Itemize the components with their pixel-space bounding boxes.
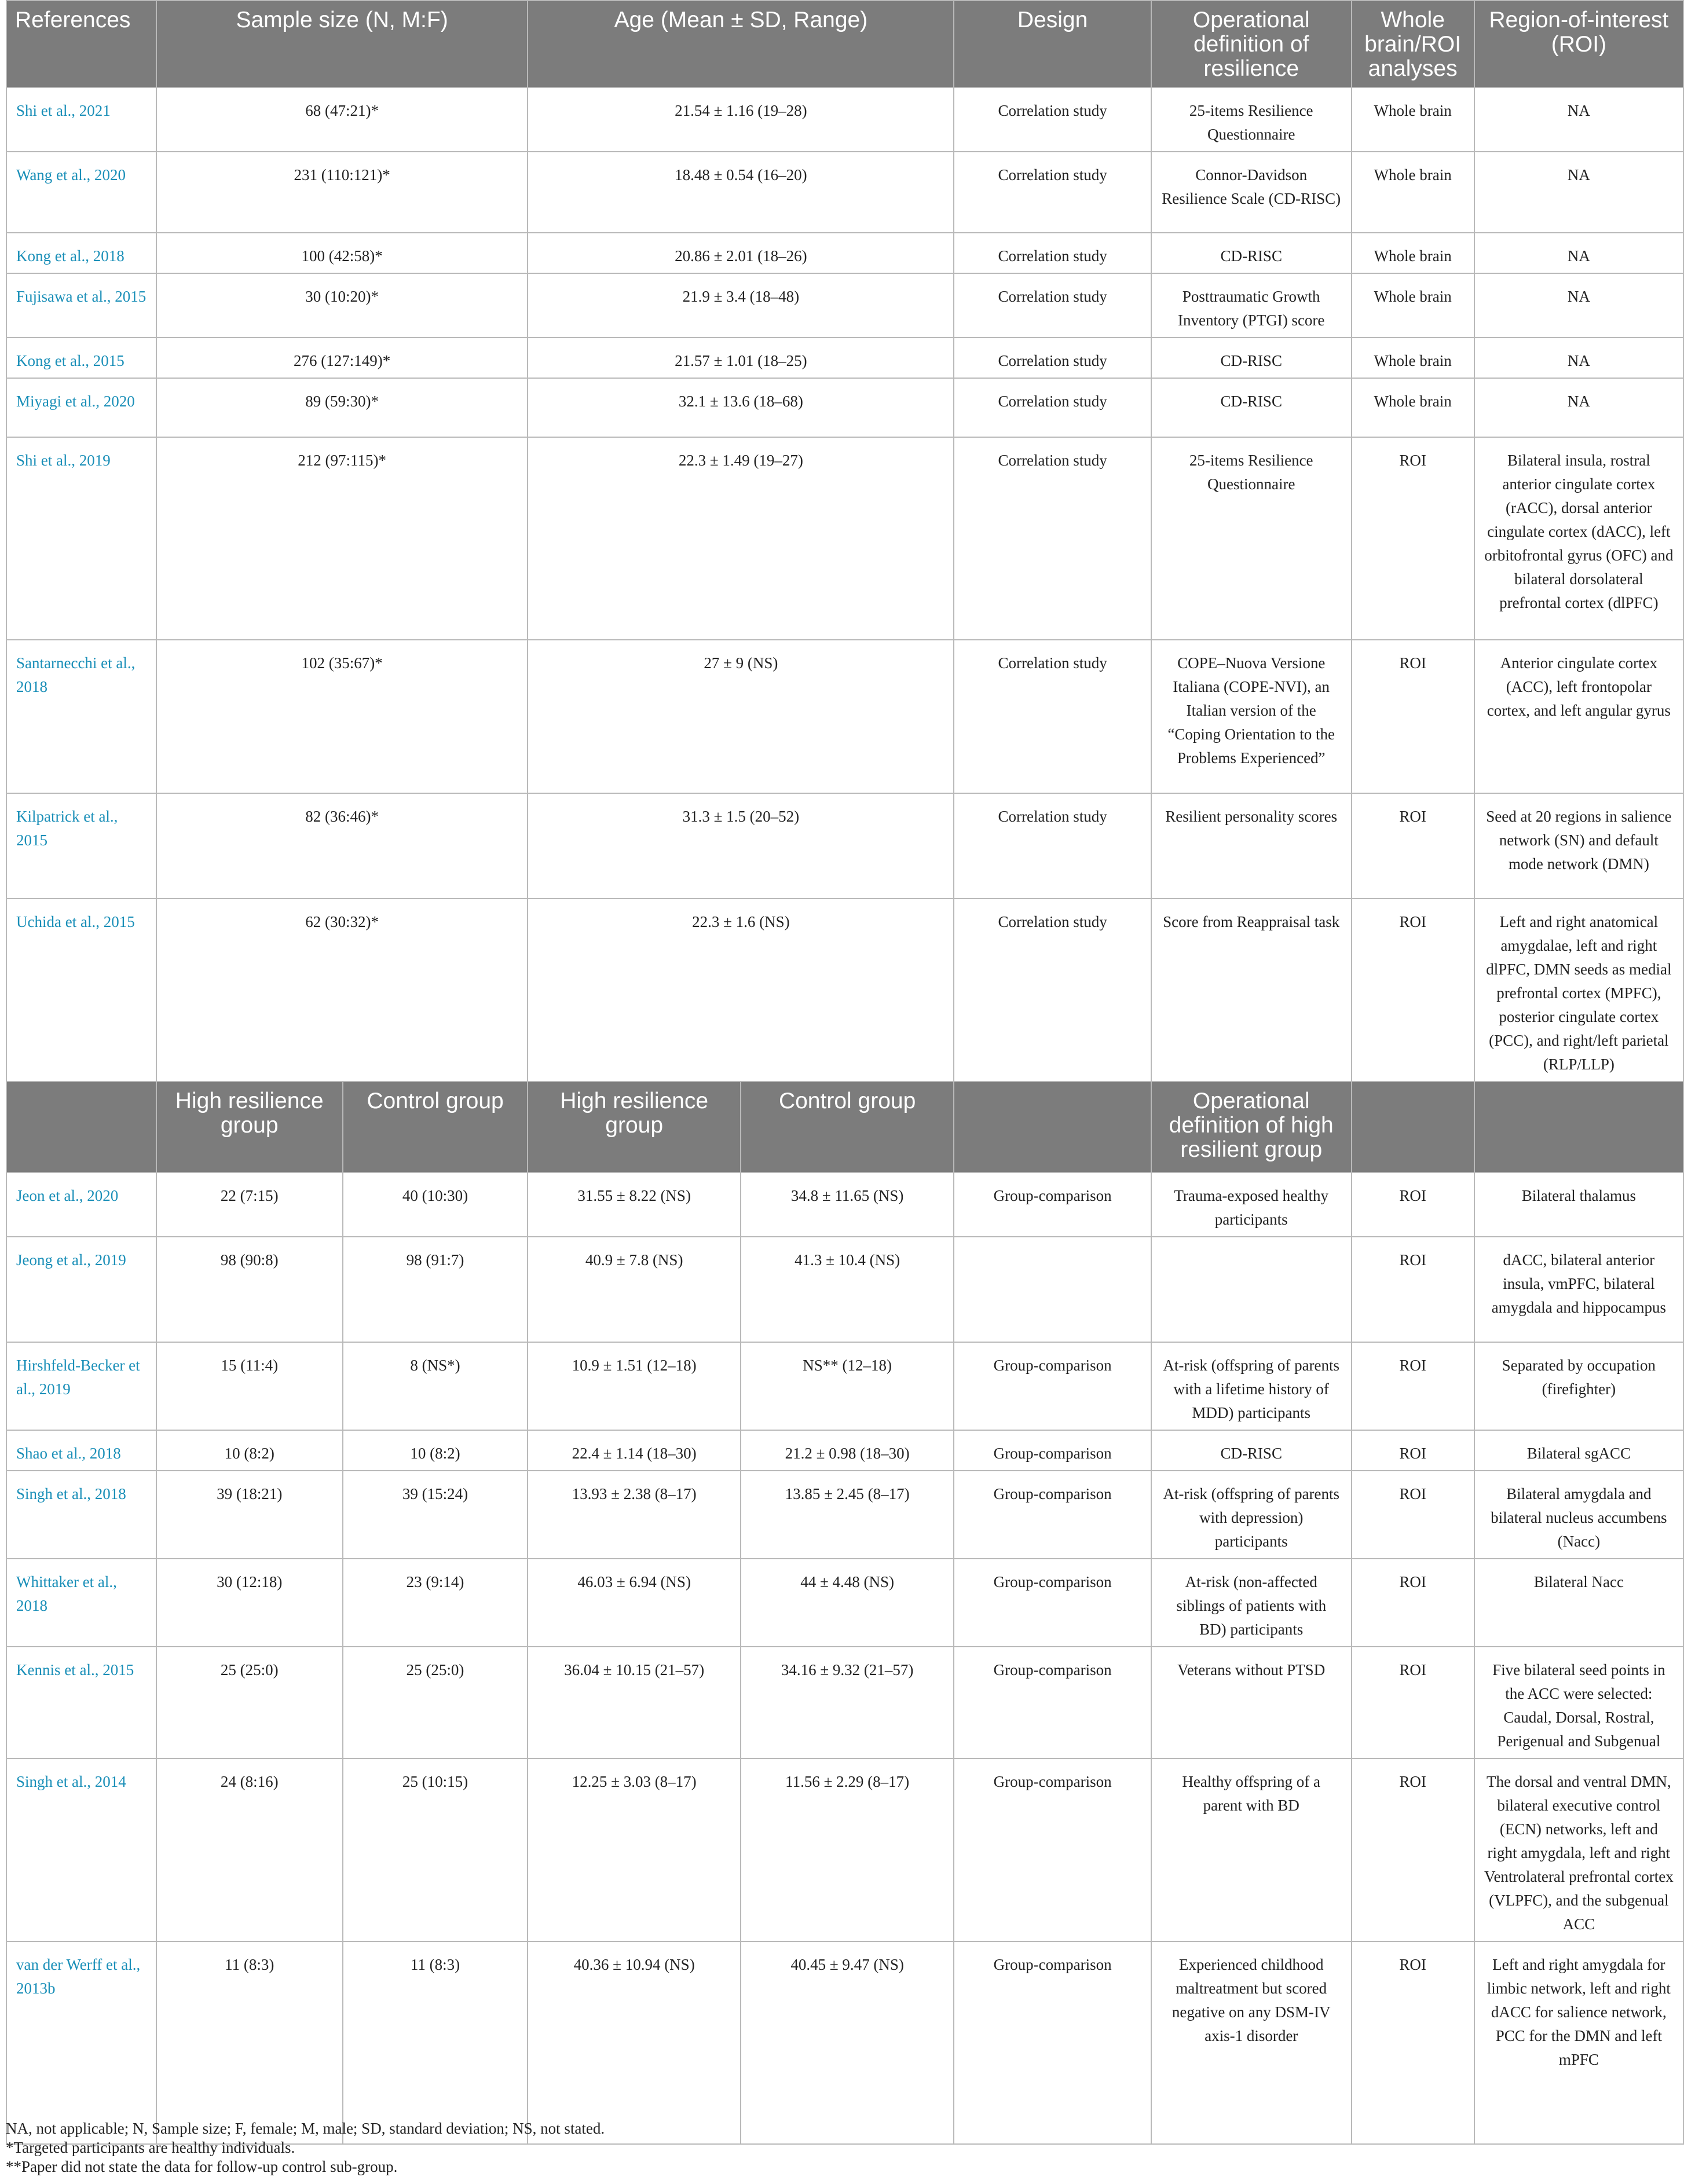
design-cell: Group-comparison <box>954 1758 1151 1941</box>
age-control-cell: 11.56 ± 2.29 (8–17) <box>741 1758 954 1941</box>
reference-link[interactable]: Singh et al., 2014 <box>6 1758 156 1941</box>
sample-size-high-resilience-cell: 98 (90:8) <box>156 1237 343 1342</box>
subheader-roi <box>1474 1082 1683 1172</box>
sample-size-high-resilience-cell: 22 (7:15) <box>156 1172 343 1237</box>
sample-size-high-resilience-cell: 25 (25:0) <box>156 1647 343 1758</box>
sample-size-cell: 89 (59:30)* <box>156 378 528 437</box>
design-cell: Group-comparison <box>954 1430 1151 1471</box>
design-cell: Correlation study <box>954 87 1151 152</box>
roi-cell: NA <box>1474 152 1683 233</box>
subheader-age-control: Control group <box>741 1082 954 1172</box>
header-operational-definition: Operational definition of resilience <box>1151 1 1352 87</box>
sample-size-control-cell: 98 (91:7) <box>343 1237 528 1342</box>
age-high-resilience-cell: 40.36 ± 10.94 (NS) <box>528 1941 740 2144</box>
roi-cell: Bilateral amygdala and bilateral nucleus accumbens (Nacc) <box>1474 1471 1683 1559</box>
table-row <box>6 1758 1683 1941</box>
analysis-type-cell: ROI <box>1352 1758 1474 1941</box>
sample-size-control-cell: 10 (8:2) <box>343 1430 528 1471</box>
age-high-resilience-cell: 46.03 ± 6.94 (NS) <box>528 1559 740 1647</box>
age-high-resilience-cell: 13.93 ± 2.38 (8–17) <box>528 1471 740 1559</box>
definition-cell: At-risk (non-affected siblings of patients with BD) participants <box>1151 1559 1352 1647</box>
reference-link[interactable]: Uchida et al., 2015 <box>6 899 156 1082</box>
definition-cell: CD-RISC <box>1151 378 1352 437</box>
design-cell: Group-comparison <box>954 1559 1151 1647</box>
reference-link[interactable]: Shi et al., 2021 <box>6 87 156 152</box>
roi-cell: NA <box>1474 87 1683 152</box>
definition-cell: CD-RISC <box>1151 1430 1352 1471</box>
design-cell: Group-comparison <box>954 1471 1151 1559</box>
roi-cell: Bilateral Nacc <box>1474 1559 1683 1647</box>
analysis-type-cell: ROI <box>1352 1941 1474 2144</box>
design-cell: Correlation study <box>954 899 1151 1082</box>
sample-size-cell: 30 (10:20)* <box>156 273 528 338</box>
reference-link[interactable]: Santarnecchi et al., 2018 <box>6 640 156 793</box>
subheader-empty <box>6 1082 156 1172</box>
age-control-cell: 34.8 ± 11.65 (NS) <box>741 1172 954 1237</box>
definition-cell: Trauma-exposed healthy participants <box>1151 1172 1352 1237</box>
age-control-cell: 44 ± 4.48 (NS) <box>741 1559 954 1647</box>
reference-link[interactable]: Shi et al., 2019 <box>6 437 156 640</box>
header-references: References <box>6 1 156 87</box>
roi-cell: Left and right amygdala for limbic network, left and right dACC for salience network, PCC for the DMN and left mPFC <box>1474 1941 1683 2144</box>
age-cell: 18.48 ± 0.54 (16–20) <box>528 152 954 233</box>
sample-size-high-resilience-cell: 15 (11:4) <box>156 1342 343 1430</box>
age-cell: 20.86 ± 2.01 (18–26) <box>528 233 954 273</box>
header-roi: Region-of-interest (ROI) <box>1474 1 1683 87</box>
design-cell: Correlation study <box>954 640 1151 793</box>
roi-cell: Left and right anatomical amygdalae, left and right dlPFC, DMN seeds as medial prefrontal cortex (MPFC), posterior cingulate cortex (PCC), and right/left parietal (RLP/LLP) <box>1474 899 1683 1082</box>
table-row <box>6 1172 1683 1237</box>
reference-link[interactable]: Kilpatrick et al., 2015 <box>6 793 156 899</box>
design-cell: Group-comparison <box>954 1941 1151 2144</box>
table-row <box>6 378 1683 437</box>
definition-cell: Score from Reappraisal task <box>1151 899 1352 1082</box>
table-row <box>6 1237 1683 1342</box>
analysis-type-cell: Whole brain <box>1352 273 1474 338</box>
table-row <box>6 899 1683 1082</box>
analysis-type-cell: Whole brain <box>1352 233 1474 273</box>
definition-cell: 25-items Resilience Questionnaire <box>1151 87 1352 152</box>
sample-size-high-resilience-cell: 10 (8:2) <box>156 1430 343 1471</box>
analysis-type-cell: ROI <box>1352 1559 1474 1647</box>
roi-cell: NA <box>1474 378 1683 437</box>
design-cell: Correlation study <box>954 233 1151 273</box>
table-page <box>6 0 1684 2145</box>
reference-link[interactable]: van der Werff et al., 2013b <box>6 1941 156 2144</box>
analysis-type-cell: ROI <box>1352 437 1474 640</box>
design-cell: Group-comparison <box>954 1172 1151 1237</box>
subheader-analysis-type <box>1352 1082 1474 1172</box>
roi-cell: Separated by occupation (firefighter) <box>1474 1342 1683 1430</box>
analysis-type-cell: Whole brain <box>1352 338 1474 378</box>
age-cell: 22.3 ± 1.6 (NS) <box>528 899 954 1082</box>
design-cell: Group-comparison <box>954 1647 1151 1758</box>
age-control-cell: 21.2 ± 0.98 (18–30) <box>741 1430 954 1471</box>
table-row <box>6 1430 1683 1471</box>
analysis-type-cell: Whole brain <box>1352 87 1474 152</box>
sample-size-control-cell: 40 (10:30) <box>343 1172 528 1237</box>
roi-cell: Bilateral sgACC <box>1474 1430 1683 1471</box>
reference-link[interactable]: Fujisawa et al., 2015 <box>6 273 156 338</box>
header-age: Age (Mean ± SD, Range) <box>528 1 954 87</box>
header-analysis-type: Whole brain/ROI analyses <box>1352 1 1474 87</box>
sample-size-high-resilience-cell: 30 (12:18) <box>156 1559 343 1647</box>
analysis-type-cell: ROI <box>1352 899 1474 1082</box>
analysis-type-cell: Whole brain <box>1352 378 1474 437</box>
correlation-studies-body <box>6 87 1683 1082</box>
header-sample-size: Sample size (N, M:F) <box>156 1 528 87</box>
table-header-row <box>6 1 1683 87</box>
table-row <box>6 152 1683 233</box>
sample-size-cell: 62 (30:32)* <box>156 899 528 1082</box>
sample-size-high-resilience-cell: 11 (8:3) <box>156 1941 343 2144</box>
group-comparison-body <box>6 1172 1683 2144</box>
age-control-cell: 40.45 ± 9.47 (NS) <box>741 1941 954 2144</box>
design-cell <box>954 1237 1151 1342</box>
design-cell: Correlation study <box>954 437 1151 640</box>
sample-size-cell: 68 (47:21)* <box>156 87 528 152</box>
subheader-n-control: Control group <box>343 1082 528 1172</box>
roi-cell: Bilateral insula, rostral anterior cingulate cortex (rACC), dorsal anterior cingulate cortex (dACC), left orbitofrontal gyrus (OFC) and bilateral dorsolateral prefrontal cortex (dlPFC) <box>1474 437 1683 640</box>
resilience-studies-table <box>6 0 1684 2145</box>
analysis-type-cell: ROI <box>1352 1237 1474 1342</box>
header-design: Design <box>954 1 1151 87</box>
subheader-n-high-resilience: High resilience group <box>156 1082 343 1172</box>
footnote-abbreviations: NA, not applicable; N, Sample size; F, female; M, male; SD, standard deviation; NS, not stated. <box>6 2120 605 2137</box>
analysis-type-cell: ROI <box>1352 1342 1474 1430</box>
reference-link[interactable]: Kong et al., 2015 <box>6 338 156 378</box>
table-row <box>6 640 1683 793</box>
footnote-single-asterisk: *Targeted participants are healthy individuals. <box>6 2139 295 2156</box>
table-row <box>6 1559 1683 1647</box>
table-subheader-row <box>6 1082 1683 1172</box>
roi-cell: Seed at 20 regions in salience network (SN) and default mode network (DMN) <box>1474 793 1683 899</box>
sample-size-control-cell: 11 (8:3) <box>343 1941 528 2144</box>
table-row <box>6 1471 1683 1559</box>
definition-cell: At-risk (offspring of parents with a lifetime history of MDD) participants <box>1151 1342 1352 1430</box>
age-high-resilience-cell: 40.9 ± 7.8 (NS) <box>528 1237 740 1342</box>
sample-size-control-cell: 25 (25:0) <box>343 1647 528 1758</box>
age-cell: 21.9 ± 3.4 (18–48) <box>528 273 954 338</box>
definition-cell: Posttraumatic Growth Inventory (PTGI) score <box>1151 273 1352 338</box>
reference-link[interactable]: Singh et al., 2018 <box>6 1471 156 1559</box>
roi-cell: The dorsal and ventral DMN, bilateral executive control (ECN) networks, left and right amygdala, left and right Ventrolateral prefrontal cortex (VLPFC), and the subgenual ACC <box>1474 1758 1683 1941</box>
table-row <box>6 233 1683 273</box>
reference-link[interactable]: Hirshfeld-Becker et al., 2019 <box>6 1342 156 1430</box>
sample-size-cell: 82 (36:46)* <box>156 793 528 899</box>
sample-size-control-cell: 39 (15:24) <box>343 1471 528 1559</box>
sample-size-cell: 100 (42:58)* <box>156 233 528 273</box>
reference-link[interactable]: Miyagi et al., 2020 <box>6 378 156 437</box>
roi-cell: Bilateral thalamus <box>1474 1172 1683 1237</box>
design-cell: Correlation study <box>954 338 1151 378</box>
design-cell: Correlation study <box>954 793 1151 899</box>
analysis-type-cell: ROI <box>1352 1471 1474 1559</box>
age-high-resilience-cell: 36.04 ± 10.15 (21–57) <box>528 1647 740 1758</box>
table-footnotes <box>6 2119 605 2176</box>
age-cell: 21.57 ± 1.01 (18–25) <box>528 338 954 378</box>
definition-cell: At-risk (offspring of parents with depression) participants <box>1151 1471 1352 1559</box>
definition-cell: CD-RISC <box>1151 233 1352 273</box>
age-control-cell: 13.85 ± 2.45 (8–17) <box>741 1471 954 1559</box>
sample-size-control-cell: 25 (10:15) <box>343 1758 528 1941</box>
subheader-operational-definition: Operational definition of high resilient group <box>1151 1082 1352 1172</box>
reference-link[interactable]: Kennis et al., 2015 <box>6 1647 156 1758</box>
age-high-resilience-cell: 22.4 ± 1.14 (18–30) <box>528 1430 740 1471</box>
subheader-design <box>954 1082 1151 1172</box>
sample-size-control-cell: 8 (NS*) <box>343 1342 528 1430</box>
footnote-double-asterisk: **Paper did not state the data for follow-up control sub-group. <box>6 2158 398 2175</box>
definition-cell: Experienced childhood maltreatment but scored negative on any DSM-IV axis-1 disorder <box>1151 1941 1352 2144</box>
table-row <box>6 1647 1683 1758</box>
roi-cell: NA <box>1474 233 1683 273</box>
age-high-resilience-cell: 31.55 ± 8.22 (NS) <box>528 1172 740 1237</box>
age-control-cell: 41.3 ± 10.4 (NS) <box>741 1237 954 1342</box>
design-cell: Correlation study <box>954 378 1151 437</box>
table-row <box>6 437 1683 640</box>
definition-cell <box>1151 1237 1352 1342</box>
group-comparison-header <box>6 1082 1683 1172</box>
age-high-resilience-cell: 12.25 ± 3.03 (8–17) <box>528 1758 740 1941</box>
definition-cell: Veterans without PTSD <box>1151 1647 1352 1758</box>
age-cell: 31.3 ± 1.5 (20–52) <box>528 793 954 899</box>
sample-size-cell: 231 (110:121)* <box>156 152 528 233</box>
table-row <box>6 273 1683 338</box>
table-row <box>6 1941 1683 2144</box>
sample-size-control-cell: 23 (9:14) <box>343 1559 528 1647</box>
sample-size-high-resilience-cell: 24 (8:16) <box>156 1758 343 1941</box>
roi-cell: dACC, bilateral anterior insula, vmPFC, bilateral amygdala and hippocampus <box>1474 1237 1683 1342</box>
roi-cell: Anterior cingulate cortex (ACC), left frontopolar cortex, and left angular gyrus <box>1474 640 1683 793</box>
reference-link[interactable]: Whittaker et al., 2018 <box>6 1559 156 1647</box>
design-cell: Correlation study <box>954 152 1151 233</box>
definition-cell: CD-RISC <box>1151 338 1352 378</box>
reference-link[interactable]: Kong et al., 2018 <box>6 233 156 273</box>
reference-link[interactable]: Shao et al., 2018 <box>6 1430 156 1471</box>
analysis-type-cell: Whole brain <box>1352 152 1474 233</box>
analysis-type-cell: ROI <box>1352 1647 1474 1758</box>
sample-size-cell: 276 (127:149)* <box>156 338 528 378</box>
table-row <box>6 1342 1683 1430</box>
analysis-type-cell: ROI <box>1352 1172 1474 1237</box>
roi-cell: NA <box>1474 338 1683 378</box>
sample-size-high-resilience-cell: 39 (18:21) <box>156 1471 343 1559</box>
definition-cell: Healthy offspring of a parent with BD <box>1151 1758 1352 1941</box>
age-high-resilience-cell: 10.9 ± 1.51 (12–18) <box>528 1342 740 1430</box>
table-row <box>6 793 1683 899</box>
design-cell: Correlation study <box>954 273 1151 338</box>
reference-link[interactable]: Jeong et al., 2019 <box>6 1237 156 1342</box>
definition-cell: 25-items Resilience Questionnaire <box>1151 437 1352 640</box>
roi-cell: Five bilateral seed points in the ACC were selected: Caudal, Dorsal, Rostral, Perigenual and Subgenual <box>1474 1647 1683 1758</box>
reference-link[interactable]: Wang et al., 2020 <box>6 152 156 233</box>
reference-link[interactable]: Jeon et al., 2020 <box>6 1172 156 1237</box>
analysis-type-cell: ROI <box>1352 793 1474 899</box>
definition-cell: COPE–Nuova Versione Italiana (COPE-NVI), an Italian version of the “Coping Orientation to the Problems Experienced” <box>1151 640 1352 793</box>
age-control-cell: 34.16 ± 9.32 (21–57) <box>741 1647 954 1758</box>
sample-size-cell: 102 (35:67)* <box>156 640 528 793</box>
definition-cell: Resilient personality scores <box>1151 793 1352 899</box>
age-cell: 27 ± 9 (NS) <box>528 640 954 793</box>
table-row <box>6 338 1683 378</box>
definition-cell: Connor-Davidson Resilience Scale (CD-RISC) <box>1151 152 1352 233</box>
subheader-age-high-resilience: High resilience group <box>528 1082 740 1172</box>
sample-size-cell: 212 (97:115)* <box>156 437 528 640</box>
age-control-cell: NS** (12–18) <box>741 1342 954 1430</box>
design-cell: Group-comparison <box>954 1342 1151 1430</box>
analysis-type-cell: ROI <box>1352 640 1474 793</box>
table-row <box>6 87 1683 152</box>
age-cell: 22.3 ± 1.49 (19–27) <box>528 437 954 640</box>
age-cell: 32.1 ± 13.6 (18–68) <box>528 378 954 437</box>
age-cell: 21.54 ± 1.16 (19–28) <box>528 87 954 152</box>
roi-cell: NA <box>1474 273 1683 338</box>
analysis-type-cell: ROI <box>1352 1430 1474 1471</box>
